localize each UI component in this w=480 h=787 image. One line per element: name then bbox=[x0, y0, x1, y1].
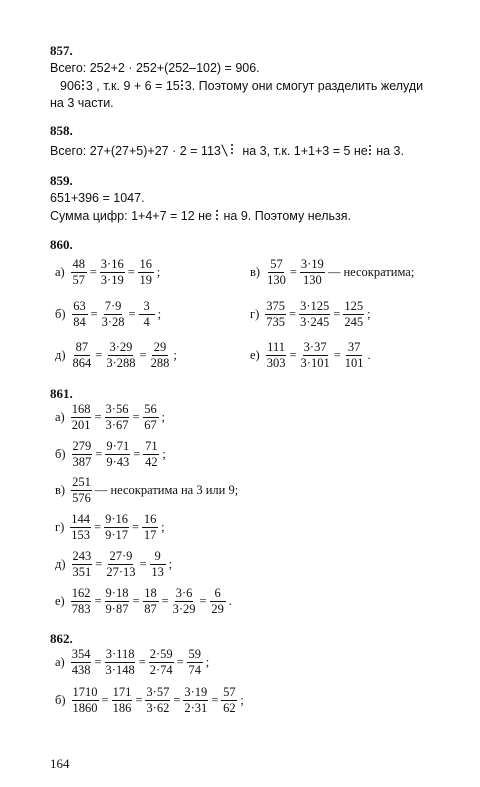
numerator: 3·16 bbox=[100, 257, 124, 271]
numerator: 3·19 bbox=[184, 685, 208, 699]
fraction bbox=[183, 686, 208, 715]
equals-sign: = bbox=[289, 348, 297, 362]
numerator: 9·16 bbox=[105, 512, 129, 526]
numerator: 2·59 bbox=[149, 647, 173, 661]
equation-tail: ; bbox=[173, 348, 177, 362]
fraction bbox=[266, 258, 287, 287]
numerator: 3 bbox=[139, 300, 155, 315]
denominator: 2·31 bbox=[184, 701, 208, 715]
problem-858-line bbox=[50, 143, 404, 159]
fraction bbox=[149, 648, 174, 677]
item-label: а) bbox=[55, 265, 65, 279]
fraction bbox=[105, 440, 130, 469]
equals-sign: = bbox=[132, 520, 140, 534]
problem-857-number: 857. bbox=[50, 43, 73, 58]
item-label: в) bbox=[250, 265, 261, 279]
fraction bbox=[143, 587, 159, 616]
numerator: 48 bbox=[72, 257, 85, 271]
denominator: 29 bbox=[211, 602, 224, 616]
equals-sign: = bbox=[94, 520, 102, 534]
numerator: 16 bbox=[143, 512, 157, 526]
item-label: г) bbox=[250, 307, 260, 321]
denominator: 9·43 bbox=[106, 455, 130, 469]
equals-sign: = bbox=[289, 265, 297, 279]
fraction bbox=[72, 341, 93, 370]
denominator: 3·245 bbox=[300, 315, 330, 329]
equals-sign: = bbox=[133, 447, 141, 461]
denominator: 84 bbox=[73, 315, 86, 329]
fraction bbox=[143, 403, 159, 432]
denominator: 3·29 bbox=[172, 602, 196, 616]
numerator: 7·9 bbox=[104, 299, 122, 313]
denominator: 130 bbox=[302, 273, 322, 287]
equals-sign: = bbox=[95, 557, 103, 571]
eq-860-e bbox=[250, 341, 371, 370]
item-label: е) bbox=[250, 348, 260, 362]
numerator: 171 bbox=[112, 685, 132, 699]
numerator: 251 bbox=[72, 475, 91, 489]
fraction bbox=[150, 341, 171, 370]
denominator: 3·28 bbox=[101, 315, 125, 329]
divisibility-icon bbox=[368, 145, 373, 156]
equals-sign: = bbox=[211, 693, 219, 707]
numerator: 3·37 bbox=[303, 340, 327, 354]
eq-861-g bbox=[55, 513, 165, 542]
denominator: 387 bbox=[72, 455, 92, 469]
fraction bbox=[72, 686, 99, 715]
equals-sign: = bbox=[95, 447, 103, 461]
equals-sign: = bbox=[101, 693, 109, 707]
equation-tail: ; bbox=[162, 447, 166, 461]
not-divisible-icon bbox=[222, 144, 238, 157]
denominator: 130 bbox=[267, 273, 286, 287]
numerator: 111 bbox=[267, 340, 285, 354]
denominator: 3·148 bbox=[105, 663, 135, 677]
equals-sign: = bbox=[95, 348, 103, 362]
equation-tail: ; bbox=[240, 693, 244, 707]
equals-sign: = bbox=[138, 655, 146, 669]
item-label: б) bbox=[55, 693, 66, 707]
denominator: 3·67 bbox=[105, 418, 129, 432]
denominator: 735 bbox=[266, 315, 286, 329]
fraction bbox=[138, 258, 154, 287]
fraction bbox=[105, 341, 136, 370]
equation-tail: ; bbox=[157, 307, 162, 321]
item-label: е) bbox=[55, 594, 65, 608]
denominator: 62 bbox=[223, 701, 236, 715]
equals-sign: = bbox=[132, 410, 140, 424]
fraction bbox=[187, 648, 203, 677]
equals-sign: = bbox=[127, 265, 135, 279]
equals-sign: = bbox=[139, 557, 147, 571]
numerator: 59 bbox=[188, 647, 201, 661]
problem-857-line3: на 3 части. bbox=[50, 96, 114, 110]
divisibility-icon bbox=[180, 80, 185, 91]
eq-860-a bbox=[55, 258, 160, 287]
eq-861-d bbox=[55, 550, 172, 579]
problem-858-number: 858. bbox=[50, 123, 73, 138]
text-conclusion: 3. Поэтому они смогут разделить желуди bbox=[184, 79, 424, 93]
fraction bbox=[105, 403, 130, 432]
denominator: 17 bbox=[143, 528, 157, 542]
fraction bbox=[300, 258, 325, 287]
numerator: 144 bbox=[71, 512, 91, 526]
denominator: 303 bbox=[266, 356, 286, 370]
fraction bbox=[150, 550, 166, 579]
denominator: 3·101 bbox=[300, 356, 330, 370]
equation-tail: . bbox=[367, 348, 371, 362]
numerator: 16 bbox=[139, 257, 153, 271]
denominator: 153 bbox=[71, 528, 91, 542]
denominator: 27·13 bbox=[106, 565, 136, 579]
eq-861-b bbox=[55, 440, 166, 469]
fraction bbox=[71, 258, 87, 287]
eq-862-b bbox=[55, 686, 244, 715]
fraction bbox=[71, 403, 92, 432]
eq-860-v bbox=[250, 258, 414, 287]
equation-tail: ; bbox=[367, 307, 371, 321]
equals-sign: = bbox=[139, 348, 147, 362]
denominator: 87 bbox=[144, 602, 157, 616]
denominator: 9·87 bbox=[105, 602, 129, 616]
equals-sign: = bbox=[94, 594, 102, 608]
denominator: 288 bbox=[150, 356, 170, 370]
fraction bbox=[72, 550, 93, 579]
numerator: 57 bbox=[223, 685, 236, 699]
numerator: 125 bbox=[344, 299, 364, 313]
item-label: а) bbox=[55, 655, 65, 669]
numerator: 6 bbox=[210, 587, 226, 602]
denominator: 438 bbox=[71, 663, 91, 677]
numerator: 375 bbox=[266, 299, 286, 313]
equals-sign: = bbox=[176, 655, 184, 669]
denominator: 351 bbox=[72, 565, 92, 579]
eq-861-v bbox=[55, 476, 238, 505]
numerator: 3·118 bbox=[105, 647, 135, 661]
fraction bbox=[104, 513, 129, 542]
fraction bbox=[300, 341, 331, 370]
numerator: 3·6 bbox=[175, 586, 193, 600]
denominator: 57 bbox=[72, 273, 85, 287]
numerator: 87 bbox=[75, 340, 89, 354]
denominator: 67 bbox=[144, 418, 157, 432]
fraction bbox=[71, 476, 92, 505]
problem-860-number: 860. bbox=[50, 237, 73, 252]
fraction bbox=[266, 341, 287, 370]
denominator: 201 bbox=[71, 418, 91, 432]
eq-861-e bbox=[55, 587, 232, 616]
equals-sign: = bbox=[333, 348, 341, 362]
fraction bbox=[139, 300, 155, 329]
fraction bbox=[71, 648, 92, 677]
equals-sign: = bbox=[89, 265, 97, 279]
item-label: г) bbox=[55, 520, 65, 534]
item-label: д) bbox=[55, 348, 66, 362]
fraction bbox=[343, 300, 364, 329]
page-number: 164 bbox=[50, 756, 70, 771]
text-906: 906 bbox=[60, 79, 81, 93]
fraction bbox=[145, 686, 170, 715]
denominator: 42 bbox=[145, 455, 158, 469]
fraction bbox=[265, 300, 286, 329]
equation-tail: ; bbox=[161, 410, 165, 424]
item-label: а) bbox=[55, 410, 65, 424]
numerator: 3·56 bbox=[105, 402, 129, 416]
fraction bbox=[72, 440, 93, 469]
equals-sign: = bbox=[199, 594, 207, 608]
denominator: 576 bbox=[72, 491, 91, 505]
numerator: 168 bbox=[71, 402, 91, 416]
denominator: 101 bbox=[344, 356, 364, 370]
denominator: 4 bbox=[143, 315, 150, 329]
problem-857-line2 bbox=[60, 78, 423, 94]
numerator: 37 bbox=[347, 340, 361, 354]
text-3-since: 3 , т.к. 9 + 6 = 15 bbox=[85, 79, 180, 93]
fraction bbox=[221, 686, 237, 715]
divisibility-icon bbox=[215, 210, 220, 221]
problem-859-line2 bbox=[50, 208, 351, 224]
item-label: д) bbox=[55, 557, 66, 571]
problem-859-line1: 651+396 = 1047. bbox=[50, 191, 145, 205]
equation-tail: ; bbox=[168, 557, 173, 571]
text-by-3: на 3, т.к. 1+1+3 = 5 не bbox=[238, 144, 368, 158]
denominator: 783 bbox=[71, 602, 91, 616]
numerator: 56 bbox=[144, 402, 157, 416]
fraction bbox=[112, 686, 133, 715]
numerator: 63 bbox=[73, 299, 86, 313]
eq-860-d bbox=[55, 341, 177, 370]
item-label: б) bbox=[55, 447, 66, 461]
eq-860-g bbox=[250, 300, 371, 329]
equals-sign: = bbox=[135, 693, 143, 707]
fraction bbox=[344, 341, 365, 370]
fraction bbox=[71, 587, 92, 616]
equals-sign: = bbox=[94, 410, 102, 424]
equation-tail: — несократима; bbox=[327, 265, 415, 279]
item-label: в) bbox=[55, 483, 66, 497]
denominator: 3·19 bbox=[100, 273, 124, 287]
equals-sign: = bbox=[132, 594, 140, 608]
denominator: 74 bbox=[188, 663, 201, 677]
fraction bbox=[299, 300, 330, 329]
equation-tail: . bbox=[228, 594, 232, 608]
denominator: 186 bbox=[112, 701, 132, 715]
divisibility-icon bbox=[81, 80, 86, 91]
equation-tail: — несократима на 3 или 9; bbox=[94, 483, 239, 497]
denominator: 3·62 bbox=[146, 701, 170, 715]
equation-tail: ; bbox=[161, 520, 165, 534]
equals-sign: = bbox=[128, 307, 136, 321]
numerator: 1710 bbox=[72, 685, 98, 699]
fraction bbox=[105, 550, 136, 579]
numerator: 3·29 bbox=[109, 340, 133, 354]
fraction bbox=[172, 587, 197, 616]
fraction bbox=[142, 513, 158, 542]
fraction bbox=[210, 587, 226, 616]
eq-862-a bbox=[55, 648, 209, 677]
text-digit-sum: Сумма цифр: 1+4+7 = 12 не bbox=[50, 209, 213, 223]
fraction bbox=[70, 513, 91, 542]
equation-tail: ; bbox=[156, 265, 161, 279]
fraction bbox=[101, 300, 126, 329]
text-total: Всего: 27+(27+5)+27 · 2 = 113 bbox=[50, 144, 221, 158]
numerator: 279 bbox=[72, 439, 92, 453]
numerator: 3·19 bbox=[300, 257, 324, 271]
equation-tail: ; bbox=[205, 655, 210, 669]
fraction bbox=[100, 258, 125, 287]
denominator: 3·288 bbox=[106, 356, 136, 370]
numerator: 354 bbox=[71, 647, 91, 661]
fraction bbox=[143, 440, 159, 469]
numerator: 3·57 bbox=[146, 685, 170, 699]
denominator: 245 bbox=[344, 315, 364, 329]
denominator: 2·74 bbox=[149, 663, 173, 677]
denominator: 1860 bbox=[72, 701, 98, 715]
fraction bbox=[72, 300, 88, 329]
numerator: 162 bbox=[71, 586, 91, 600]
problem-857-line1: Всего: 252+2 · 252+(252–102) = 906. bbox=[50, 61, 260, 75]
numerator: 9 bbox=[150, 550, 166, 565]
eq-861-a bbox=[55, 403, 165, 432]
text-on-3: на 3. bbox=[372, 144, 404, 158]
numerator: 9·71 bbox=[106, 439, 130, 453]
denominator: 9·17 bbox=[105, 528, 129, 542]
numerator: 243 bbox=[72, 549, 92, 563]
numerator: 29 bbox=[153, 340, 167, 354]
item-label: б) bbox=[55, 307, 66, 321]
numerator: 3·125 bbox=[300, 299, 330, 313]
fraction bbox=[105, 648, 136, 677]
numerator: 71 bbox=[145, 439, 158, 453]
equals-sign: = bbox=[333, 307, 341, 321]
problem-859-number: 859. bbox=[50, 173, 73, 188]
denominator: 13 bbox=[151, 565, 164, 579]
equals-sign: = bbox=[289, 307, 297, 321]
numerator: 18 bbox=[144, 586, 157, 600]
numerator: 9·18 bbox=[105, 586, 129, 600]
problem-861-number: 861. bbox=[50, 386, 73, 401]
problem-862-number: 862. bbox=[50, 631, 73, 646]
numerator: 57 bbox=[270, 257, 283, 271]
equals-sign: = bbox=[90, 307, 98, 321]
equals-sign: = bbox=[94, 655, 102, 669]
fraction bbox=[105, 587, 130, 616]
text-conclusion: на 9. Поэтому нельзя. bbox=[220, 209, 351, 223]
equals-sign: = bbox=[161, 594, 169, 608]
equals-sign: = bbox=[173, 693, 181, 707]
denominator: 864 bbox=[72, 356, 92, 370]
denominator: 19 bbox=[139, 273, 153, 287]
eq-860-b bbox=[55, 300, 161, 329]
numerator: 27·9 bbox=[109, 549, 133, 563]
